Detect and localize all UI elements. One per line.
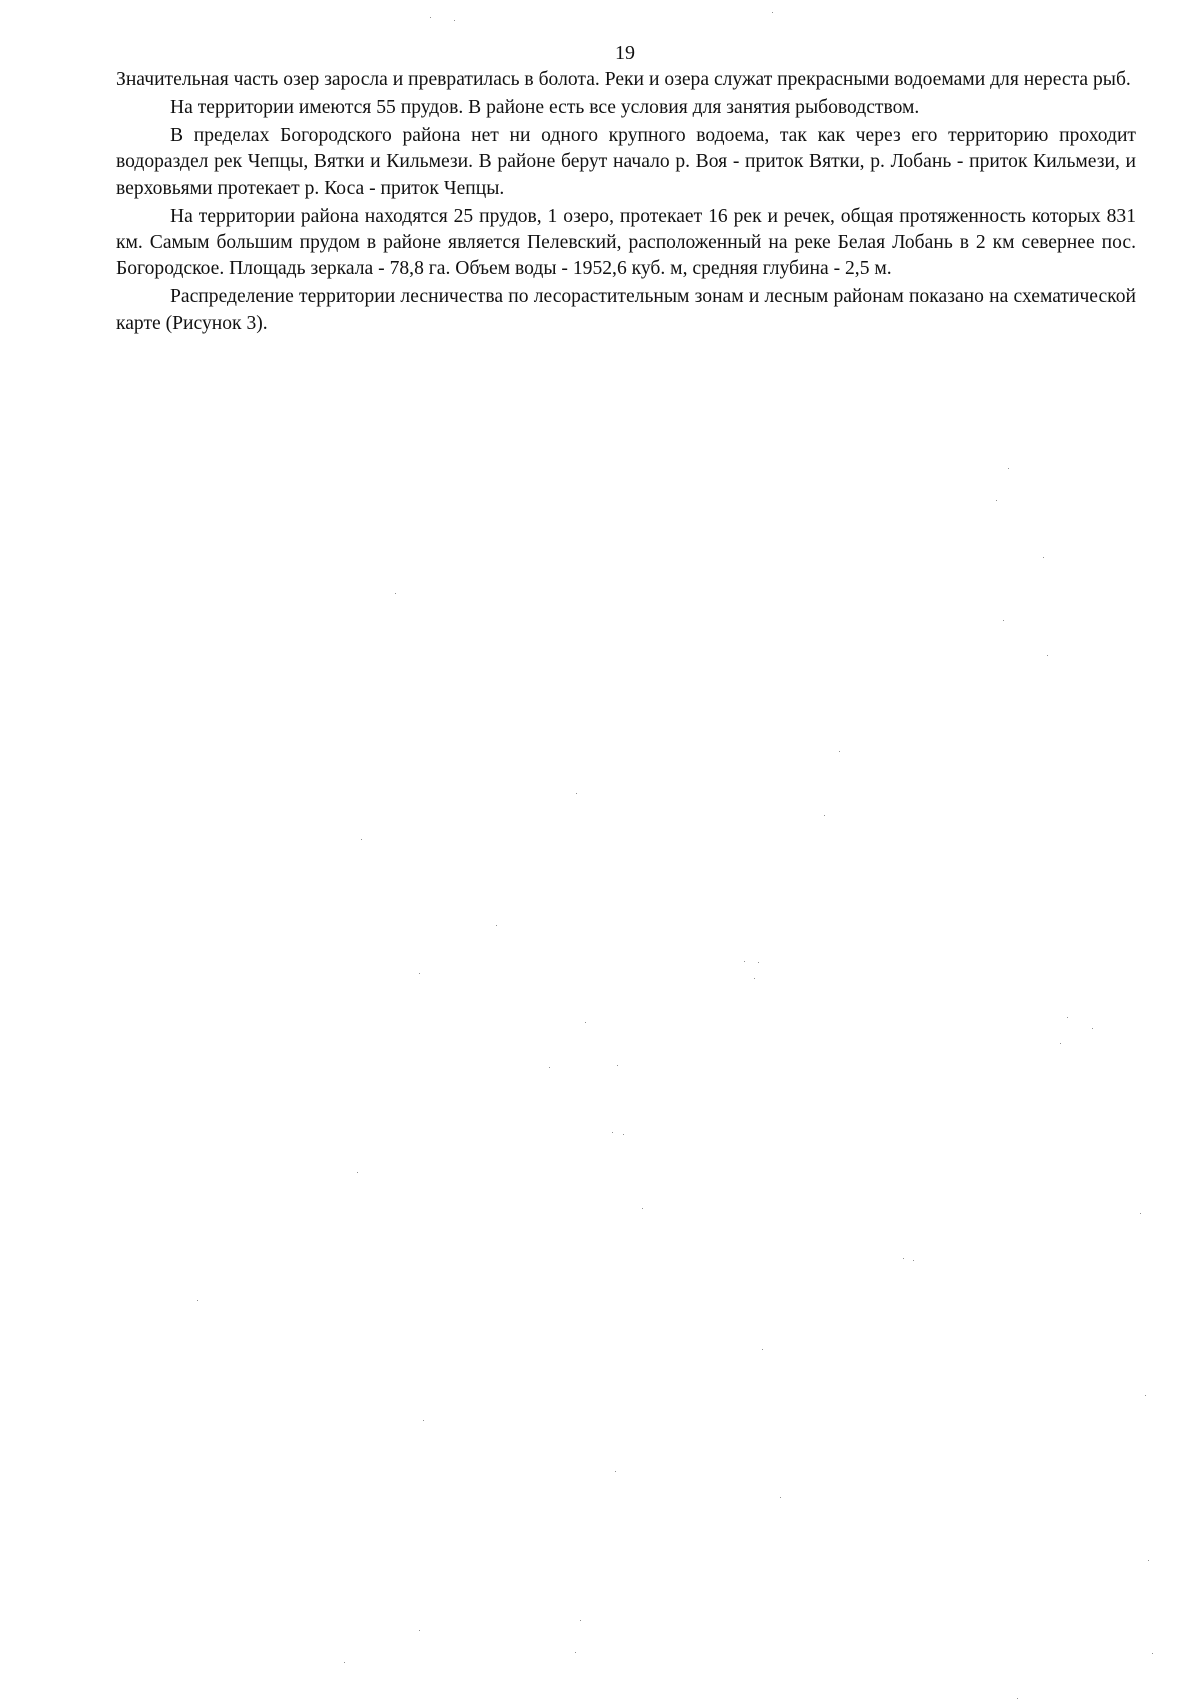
paragraph-water-bodies: На территории района находятся 25 прудов, 1 озеро, протекает 16 рек и речек, общая протяженность которых 831 км. Самым большим прудом в районе является Пелевский, расположенный на реке Белая Лобань в 2 км севернее пос. Богородское. Площадь зеркала - 78,8 га. Объем воды - 1952,6 куб. м, средняя глубина - 2,5 м. [116,205,1136,280]
scan-speck [996,500,997,501]
scan-speck [580,1620,581,1621]
scan-speck [744,961,745,962]
scan-speck [344,1662,345,1663]
scan-speck [758,962,759,963]
scan-speck [430,17,431,18]
scan-speck [1008,468,1009,469]
scan-speck [642,1208,643,1209]
paragraph-map-reference: Распределение территории лесничества по лесорастительным зонам и лесным районам показано на схематической карте (Рисунок 3). [116,286,1136,334]
scan-speck [361,839,362,840]
scan-speck [1060,1043,1061,1044]
scan-speck [1092,1028,1093,1029]
scan-speck [612,1132,613,1133]
scan-speck [1017,1698,1018,1699]
scan-speck [824,815,825,816]
scan-speck [1067,1017,1068,1018]
scan-speck [1003,620,1004,621]
paragraph-rivers: В пределах Богородского района нет ни одного крупного водоема, так как через его территорию проходит водораздел рек Чепцы, Вятки и Кильмези. В районе берут начало р. Воя - приток Вятки, р. Лобань - приток Кильмези, и верховьями протекает р. Коса - приток Чепцы. [116,124,1136,199]
scan-speck [585,1022,586,1023]
scan-speck [197,1300,198,1301]
paragraph-lakes: Значительная часть озер заросла и превратилась в болота. Реки и озера служат прекрасными водоемами для нереста рыб. [116,69,1131,90]
scan-speck [623,1134,624,1135]
scan-speck [839,751,840,752]
scan-speck [575,1652,576,1653]
scan-speck [1145,1395,1146,1396]
body-text [116,67,1136,339]
scan-speck [617,1065,618,1066]
scan-speck [762,1349,763,1350]
scan-speck [1148,1560,1149,1561]
scan-speck [419,973,420,974]
scan-speck [549,1067,550,1068]
scan-speck [454,20,455,21]
scan-speck [419,1630,420,1631]
scan-speck [1140,1213,1141,1214]
scan-speck [576,793,577,794]
scan-speck [754,978,755,979]
scan-speck [903,1258,904,1259]
page-number: 19 [615,42,635,64]
scan-speck [395,593,396,594]
scan-speck [1043,557,1044,558]
scan-speck [1152,1653,1153,1654]
scan-speck [780,1497,781,1498]
scan-speck [1047,655,1048,656]
scan-speck [496,925,497,926]
scan-speck [357,1172,358,1173]
scan-speck [423,1420,424,1421]
scan-speck [772,12,773,13]
scan-speck [615,1471,616,1472]
paragraph-ponds: На территории имеются 55 прудов. В районе есть все условия для занятия рыбоводством. [170,96,920,118]
scan-speck [913,1260,914,1261]
